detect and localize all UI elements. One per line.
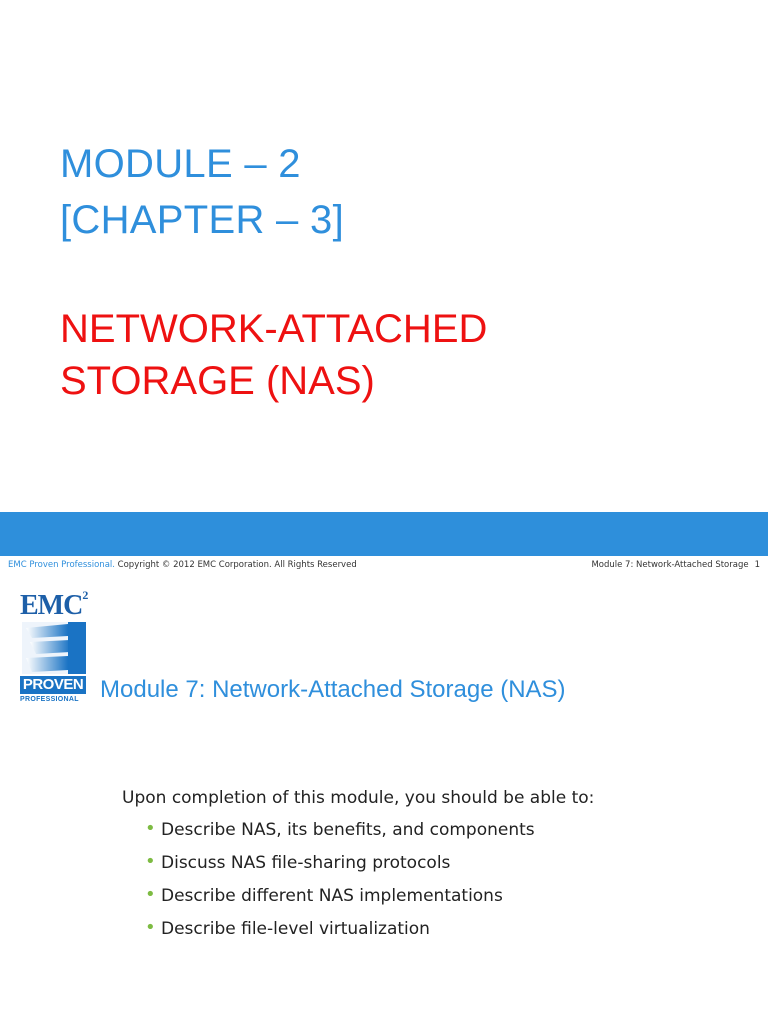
module-line: MODULE – 2: [60, 142, 301, 186]
bullet-icon: •: [145, 851, 156, 872]
slide-title: [60, 303, 487, 407]
slide-footer: [0, 560, 768, 576]
footer-brand: EMC Proven Professional.: [8, 560, 115, 570]
objectives-list: [145, 820, 535, 952]
proven-label: PROVEN: [20, 676, 86, 694]
list-item: • Discuss NAS file-sharing protocols: [145, 851, 451, 873]
title-line-2: STORAGE (NAS): [60, 359, 375, 403]
bullet-icon: •: [145, 917, 156, 938]
blue-band: [0, 512, 768, 556]
emc-logo-graphic-icon: [22, 622, 86, 674]
footer-module-text: Module 7: Network-Attached Storage: [591, 560, 749, 570]
objectives-slide: [0, 580, 768, 1024]
module-heading: [60, 136, 344, 248]
page-number: 1: [754, 560, 760, 570]
emc-proven-logo: [20, 590, 92, 706]
list-item: • Describe different NAS implementations: [145, 884, 503, 906]
footer-module: [591, 560, 760, 570]
intro-text: Upon completion of this module, you should be able to:: [122, 788, 595, 808]
professional-label: PROFESSIONAL: [20, 696, 79, 703]
chapter-line: [CHAPTER – 3]: [60, 198, 344, 242]
list-item: • Describe NAS, its benefits, and components: [145, 818, 535, 840]
footer-copyright-text: Copyright © 2012 EMC Corporation. All Rights Reserved: [114, 560, 357, 570]
bullet-icon: •: [145, 818, 156, 839]
list-item: • Describe file-level virtualization: [145, 917, 430, 939]
emc-logo-text: EMC$^2$: [20, 588, 88, 621]
footer-copyright: [8, 560, 357, 570]
title-line-1: NETWORK-ATTACHED: [60, 307, 488, 351]
bullet-icon: •: [145, 884, 156, 905]
module-title: Module 7: Network-Attached Storage (NAS): [100, 676, 566, 703]
